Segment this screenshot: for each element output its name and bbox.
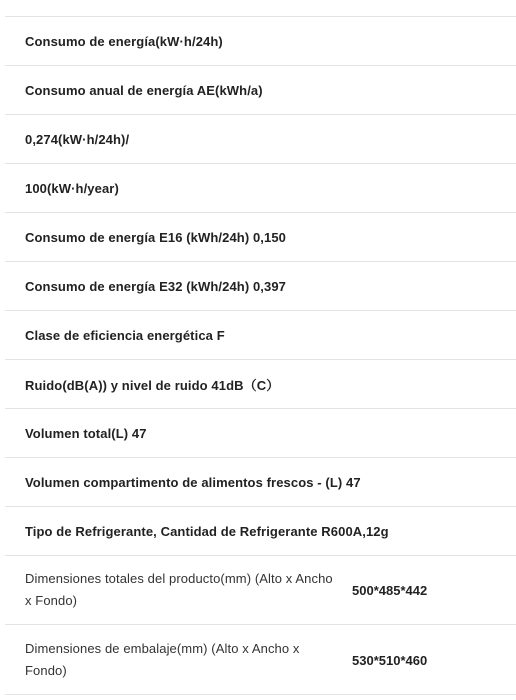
spec-row-total-volume — [5, 409, 516, 458]
spec-label: Consumo anual de energía AE(kWh/a) — [25, 82, 263, 98]
spec-value: 530*510*460 — [352, 652, 428, 668]
spec-label: 0,274(kW·h/24h)/ — [25, 131, 130, 147]
spec-label: Volumen compartimento de alimentos frescos - (L) 47 — [25, 474, 361, 490]
spec-label: Consumo de energía E32 (kWh/24h) 0,397 — [25, 278, 286, 294]
spec-row-packaging-dimensions — [5, 626, 516, 695]
spec-row-annual-energy — [5, 66, 516, 115]
spec-row-fresh-volume — [5, 458, 516, 507]
spec-label: Volumen total(L) 47 — [25, 425, 147, 441]
spec-label: Clase de eficiencia energética F — [25, 327, 225, 343]
spec-row-efficiency-class — [5, 311, 516, 360]
spec-row-e16 — [5, 213, 516, 262]
spec-value: 500*485*442 — [352, 582, 428, 598]
spec-label: 100(kW·h/year) — [25, 180, 119, 196]
spec-label: Dimensiones de embalaje(mm) (Alto x Ancho x Fondo) — [25, 641, 300, 678]
spec-label: Dimensiones totales del producto(mm) (Alto x Ancho x Fondo) — [25, 571, 333, 608]
spec-label: Consumo de energía E16 (kWh/24h) 0,150 — [25, 229, 286, 245]
spec-row-product-dimensions — [5, 556, 516, 625]
spec-row-energy-consumption — [5, 17, 516, 66]
spec-row-annual-value — [5, 164, 516, 213]
spec-label: Ruido(dB(A)) y nivel de ruido 41dB（C） — [25, 377, 280, 393]
spec-row-noise — [5, 360, 516, 409]
spec-label: Consumo de energía(kW·h/24h) — [25, 33, 223, 49]
spec-row-e32 — [5, 262, 516, 311]
spec-label: Tipo de Refrigerante, Cantidad de Refrigerante R600A,12g — [25, 523, 389, 539]
spec-row-refrigerant — [5, 507, 516, 556]
spec-row-daily-value — [5, 115, 516, 164]
